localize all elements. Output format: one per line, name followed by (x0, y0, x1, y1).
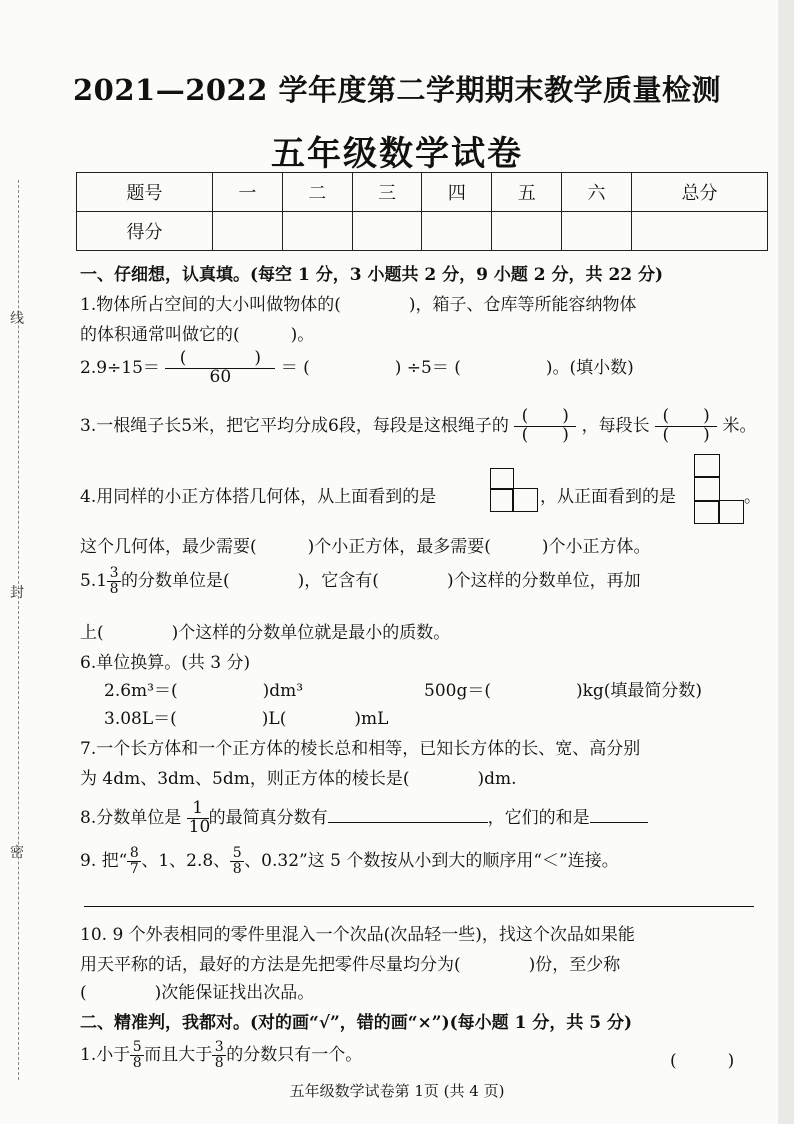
score-cell: 二 (282, 173, 352, 212)
side-mark-feng: 封 (10, 585, 24, 601)
q4-line1-middle: ，从正面看到的是 (540, 487, 676, 507)
q8-answer-blank-1[interactable] (328, 808, 488, 823)
q9-fraction-1-denominator: 7 (129, 861, 139, 877)
q9-middle: 、1、2.8、 (141, 851, 231, 871)
q8-fraction-denominator: 10 (188, 816, 211, 837)
q9-suffix: 、0.32”这 5 个数按从小到大的顺序用“＜”连接。 (244, 851, 619, 871)
q4-line1-prefix: 4.用同样的小正方体搭几何体，从上面看到的是 (80, 487, 437, 507)
q3-prefix: 3.一根绳子长5米，把它平均分成6段，每段是这根绳子的 (80, 415, 509, 436)
q3-fraction-2-numerator: ( ) (655, 408, 717, 427)
q8-fraction-numerator: 1 (187, 800, 209, 819)
q9-fraction-2-numerator: 5 (230, 846, 244, 862)
q10-line1: 10. 9 个外表相同的零件里混入一个次品(次品轻一些)，找这个次品如果能 (80, 925, 635, 945)
score-input-cell[interactable] (631, 212, 767, 251)
score-cell: 六 (562, 173, 632, 212)
score-cell: 得分 (77, 212, 213, 251)
q4-line1-suffix: 。 (744, 487, 761, 507)
section1-heading: 一、仔细想，认真填。(每空 1 分，3 小题共 2 分，9 小题 2 分，共 22 分) (80, 265, 664, 285)
q4-line2: 这个几何体，最少需要( )个小正方体，最多需要( )个小正方体。 (80, 537, 651, 557)
score-table-header-row (77, 173, 768, 212)
q5-line1 (80, 566, 641, 597)
score-cell: 三 (352, 173, 422, 212)
q10-line2: 用天平称的话，最好的方法是先把零件尽量均分为( )份，至少称 (80, 955, 621, 975)
q3-fraction-blank-2 (655, 408, 717, 445)
q9-fraction-1 (127, 846, 141, 876)
q8 (80, 800, 648, 837)
score-input-cell[interactable] (562, 212, 632, 251)
q3-fraction-blank-1 (514, 408, 576, 445)
q5-fraction-denominator: 8 (109, 581, 119, 597)
q2-suffix: ＝ ( ) ÷5＝ ( )。(填小数) (280, 357, 634, 378)
judge-q1-fraction-2 (212, 1040, 226, 1070)
judge-q1-fraction-1-denominator: 8 (132, 1055, 142, 1071)
q8-suffix: ，它们的和是 (487, 807, 590, 828)
score-table-score-row (77, 212, 768, 251)
q1-line2: 的体积通常叫做它的( )。 (80, 325, 315, 345)
q7-line2: 为 4dm、3dm、5dm，则正方体的棱长是( )dm. (80, 769, 517, 789)
q2-fraction-denominator: 60 (209, 366, 232, 387)
score-cell: 五 (492, 173, 562, 212)
judge-q1-prefix: 1.小于 (80, 1045, 131, 1065)
q2-fraction-numerator: ( ) (165, 350, 275, 369)
side-mark-xian: 线 (10, 311, 24, 327)
judge-q1-suffix: 的分数只有一个。 (226, 1045, 363, 1065)
q3-middle: ，每段长 (581, 415, 650, 436)
q9-prefix: 9. 把“ (80, 851, 128, 871)
exam-subtitle: 五年级数学试卷 (271, 134, 523, 174)
q5-fraction-numerator: 3 (107, 566, 121, 582)
q10-line3: ( )次能保证找出次品。 (80, 983, 315, 1003)
q3-suffix: 米。 (722, 415, 757, 436)
judge-q1-fraction-1 (130, 1040, 144, 1070)
q5-fraction (107, 566, 121, 596)
q9 (80, 846, 619, 877)
score-cell: 题号 (77, 173, 213, 212)
exam-title: 2021—2022 学年度第二学期期末教学质量检测 (72, 73, 722, 107)
q8-prefix: 8.分数单位是 (80, 807, 182, 828)
q3-fraction-1-numerator: ( ) (514, 408, 576, 427)
score-table (76, 172, 768, 251)
judge-q1-fraction-2-numerator: 3 (212, 1040, 226, 1056)
q7-line1: 7.一个长方体和一个正方体的棱长总和相等，已知长方体的长、宽、高分别 (80, 739, 641, 759)
judge-q1 (80, 1040, 362, 1071)
q5-line2: 上( )个这样的分数单位就是最小的质数。 (80, 623, 451, 643)
q2-prefix: 2.9÷15＝ (80, 357, 160, 378)
score-input-cell[interactable] (212, 212, 282, 251)
q9-fraction-1-numerator: 8 (127, 846, 141, 862)
q8-middle: 的最简真分数有 (208, 807, 328, 828)
q3-fraction-2-denominator: ( ) (662, 424, 710, 445)
score-input-cell[interactable] (352, 212, 422, 251)
side-mark-mi: 密 (10, 845, 24, 861)
q6-item-1: 2.6m³＝( )dm³ (104, 681, 304, 701)
q9-fraction-2-denominator: 8 (232, 861, 242, 877)
judge-q1-fraction-1-numerator: 5 (130, 1040, 144, 1056)
q1-line1: 1.物体所占空间的大小叫做物体的( )，箱子、仓库等所能容纳物体 (80, 295, 637, 315)
q9-answer-line[interactable] (84, 906, 754, 907)
score-input-cell[interactable] (282, 212, 352, 251)
q8-fraction (187, 800, 209, 837)
section2-heading: 二、精准判，我都对。(对的画“√”，错的画“×”)(每小题 1 分，共 5 分) (80, 1013, 633, 1033)
q5-suffix: 的分数单位是( )，它含有( )个这样的分数单位，再加 (121, 571, 641, 591)
q5-prefix: 5.1 (80, 571, 108, 591)
score-input-cell[interactable] (492, 212, 562, 251)
page-footer: 五年级数学试卷第 1页 (共 4 页) (289, 1082, 505, 1100)
q6-item-3: 3.08L＝( )L( )mL (104, 709, 389, 729)
q2-fraction (165, 350, 275, 387)
score-cell: 四 (422, 173, 492, 212)
judge-q1-answer-paren[interactable]: ( ) (670, 1051, 735, 1071)
score-cell: 一 (212, 173, 282, 212)
q8-answer-blank-2[interactable] (590, 808, 648, 823)
judge-q1-fraction-2-denominator: 8 (214, 1055, 224, 1071)
score-cell: 总分 (631, 173, 767, 212)
q2 (80, 350, 634, 387)
q6-heading: 6.单位换算。(共 3 分) (80, 653, 251, 673)
q3-fraction-1-denominator: ( ) (521, 424, 569, 445)
q6-item-2: 500g＝( )kg(填最简分数) (424, 681, 703, 701)
judge-q1-middle: 而且大于 (144, 1045, 213, 1065)
q3 (80, 408, 756, 445)
score-input-cell[interactable] (422, 212, 492, 251)
q9-fraction-2 (230, 846, 244, 876)
